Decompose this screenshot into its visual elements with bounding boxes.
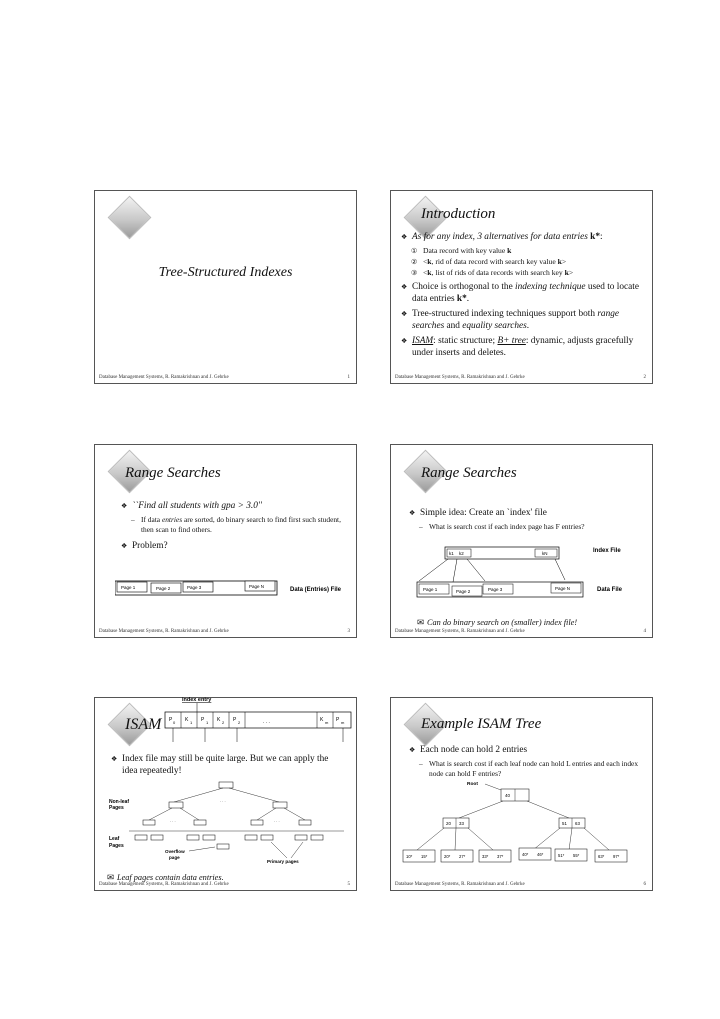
leaf-label: Leaf [109,836,120,842]
bullet-item [111,753,329,777]
note-content: Leaf pages contain data entries. [116,873,224,882]
sub-text: What is search cost if each leaf node can hold L entries and each index node can hold F entries? [429,759,639,778]
primary-label: Primary pages [267,859,299,864]
tree-edge [533,828,560,850]
footer-text: Database Management Systems, R. Ramakrishnan and J. Gehrke [395,882,525,887]
bullet-list [409,507,649,532]
tree-edge [468,828,493,850]
bullet-item [121,500,341,512]
index-node [169,802,183,808]
slide-title: Range Searches [125,465,221,481]
leaf-page [151,835,163,840]
entry-cell: P [336,717,340,723]
key-text: k* [456,294,467,304]
envelope-icon: ✉ [417,618,424,627]
sub-text: are sorted, do binary search to find first such student, then scan to find others. [141,515,341,534]
ellipsis: . . . [170,818,176,823]
numbered-circle-icon: ① [411,247,418,255]
leaf-entry: 27* [459,854,466,859]
index-key: k2 [459,551,464,556]
slide-5 [94,697,357,891]
bullet-text: ``Find all students with gpa > 3.0'' [132,501,262,511]
bullet-item: ❖ Choice is orthogonal to the indexing technique used to locate data entries k*. [401,281,651,305]
footer-text: Database Management Systems, R. Ramakrishnan and J. Gehrke [395,375,525,380]
slide-6 [390,697,653,891]
italic-text: indexing technique [515,282,586,292]
isam-tree-diagram [99,778,349,874]
data-file-diagram [115,577,355,607]
index-node [273,802,287,808]
bullet-text: As for any index, 3 alternatives for data entries [412,232,588,242]
bullet-item: ❖ Tree-structured indexing techniques support both range searches and equality searches. [401,308,651,332]
root-key: 40 [505,793,511,798]
tree-edge [229,788,279,802]
tree-edge [527,801,569,818]
page-label: Page 1 [423,587,438,592]
slide-4 [390,444,653,638]
index-key: 33 [459,821,464,826]
bullet-item [401,335,651,359]
index-file-label: Index File [593,548,621,554]
leaf-entry: 33* [482,854,489,859]
note-text [417,617,577,627]
bullet-item [121,540,341,552]
bullet-list [121,500,341,555]
index-key: 63 [575,821,580,826]
bullet-text: Tree-structured indexing techniques support both [412,309,595,319]
leaf-entry: 97* [613,854,620,859]
entry-cell: P [201,717,205,723]
leaf-entry: 20* [444,854,451,859]
bullet-text: used to locate data entries [412,282,639,304]
bullet-text: Each node can hold 2 entries [420,745,528,755]
pointer-arrow [419,559,448,581]
leaf-page [135,835,147,840]
envelope-icon: ✉ [107,873,114,882]
slide-footer [99,629,350,634]
slide-footer [395,629,646,634]
footer-text: Database Management Systems, R. Ramakrishnan and J. Gehrke [99,629,229,634]
bplus-link-text: B+ tree [497,336,526,346]
footer-text: Database Management Systems, R. Ramakrishnan and J. Gehrke [395,629,525,634]
sub-item [411,246,651,256]
page-number: 2 [643,375,646,380]
tree-edge [180,808,199,820]
entry-sub: m [325,720,329,725]
leaf-entry: 40* [522,852,529,857]
slide-title: ISAM [125,716,162,733]
sub-item [131,515,341,535]
leaf-page [203,835,215,840]
leaf-entry: 55* [573,853,580,858]
page-label: Page 2 [156,586,171,591]
entry-cell: K [185,717,189,723]
bullet-text: : static structure; [433,336,496,346]
entry-cell: P [233,717,237,723]
footer-text: Database Management Systems, R. Ramakrishnan and J. Gehrke [99,375,229,380]
sub-text: , list of rids of data records with search key [431,268,563,277]
bullet-text: Choice is orthogonal to the [412,282,513,292]
italic-text: equality searches [462,321,527,331]
slide-footer [395,882,646,887]
tree-edge [569,828,572,850]
key-text: k [427,268,432,277]
page-label: Page N [249,584,265,589]
leaf-page [295,835,307,840]
tree-edge [149,808,172,820]
isam-link-text: ISAM [412,336,434,346]
bullet-list [111,753,329,780]
overflow-page [217,844,229,849]
tree-edge [584,828,609,850]
page-number: 1 [347,375,350,380]
slide-title: Example ISAM Tree [421,716,542,732]
slide-2 [390,190,653,384]
bullet-text: : dynamic, adjusts gracefully under inserts and deletes. [412,336,634,358]
entry-sub: 1 [190,720,193,725]
leaf-page [311,835,323,840]
leaf-label: Pages [109,843,124,849]
index-entry-diagram [163,690,353,750]
italic-text: entries [161,515,183,524]
ellipsis: . . . [263,719,270,725]
leaf-entry: 63* [598,854,605,859]
page-number: 6 [643,882,646,887]
pointer-arrow [453,559,457,582]
italic-text: range searches [412,309,620,331]
page-number: 4 [643,629,646,634]
page-label: Page 3 [488,587,503,592]
index-node [194,820,206,825]
note-content: Can do binary search on (smaller) index file! [426,618,578,627]
bullet-item: ❖ As for any index, 3 alternatives for data entries k*: [401,231,651,243]
slide-footer [99,375,350,380]
bullet-item [409,507,649,519]
leaf-entry: 37* [497,854,504,859]
label-arrow [291,842,303,858]
note-text [107,872,224,882]
sub-text: Data record with key value [423,246,506,255]
sub-item [419,759,649,779]
entry-sub: 1 [206,720,209,725]
entry-cell: K [217,717,221,723]
entry-sub: 0 [173,720,176,725]
slide-footer [395,375,646,380]
page-number: 3 [347,629,350,634]
sub-item: ② <k, rid of data record with search key value k> [411,257,567,266]
slide-title: Range Searches [421,465,517,481]
page-label: Page 2 [456,589,471,594]
tree-edge [284,808,305,820]
key-text: k* [590,232,600,242]
tree-edge [174,788,223,802]
pointer-arrow [555,559,565,580]
root-arrow [485,784,501,790]
leaf-entry: 10* [406,854,413,859]
leaf-page [261,835,273,840]
leaf-entry: 51* [558,853,565,858]
leaf-page [187,835,199,840]
slide-3 [94,444,357,638]
key-text: k [507,246,512,255]
file-label: Data (Entries) File [290,587,342,593]
bullet-item [409,744,649,756]
sub-item: ③ <k, list of rids of data records with search key k> [411,268,574,277]
bullet-list [409,744,649,779]
key-text: k [564,268,569,277]
page-number: 5 [347,882,350,887]
index-entry-label: index entry [182,697,212,703]
numbered-circle-icon: ② [411,258,418,266]
leaf-page [245,835,257,840]
index-key: 51 [562,821,567,826]
entry-sub: m [341,720,345,725]
overflow-label: page [169,855,180,860]
ellipsis: . . . [220,798,226,803]
data-file-label: Data File [597,587,623,593]
sub-text: What is search cost if each index page has F entries? [429,522,585,531]
bullet-text: Index file may still be quite large. But we can apply the idea repeatedly! [122,754,329,776]
sub-text: , rid of data record with search key value [431,257,556,266]
nonleaf-label: Pages [109,805,124,811]
entry-sub: 2 [222,720,225,725]
page-label: Page 1 [121,585,136,590]
footer-text: Database Management Systems, R. Ramakrishnan and J. Gehrke [99,882,229,887]
tree-edge [417,828,444,850]
index-key: 20 [446,821,451,826]
overflow-label: Overflow [165,849,185,854]
bullet-text: and [446,321,460,331]
page-label: Page N [555,586,571,591]
sub-item [419,522,649,532]
root-label: Root [467,782,478,787]
pointer-arrow [467,559,485,581]
entry-cell: P [169,717,173,723]
index-node [251,820,263,825]
key-text: k [557,257,562,266]
diamond-icon [108,196,152,240]
tree-edge [455,828,456,850]
bullet-text: Problem? [132,541,168,551]
key-text: k [427,257,432,266]
entry-sub: 2 [238,720,241,725]
index-key: k1 [449,551,454,556]
slide-1 [94,190,357,384]
index-key: kN [542,551,548,556]
root-node [219,782,233,788]
nonleaf-label: Non-leaf [109,799,129,805]
bullet-list [401,231,651,362]
label-arrow [271,842,287,858]
isam-example-tree [395,780,651,874]
bullet-text: Simple idea: Create an `index' file [420,508,547,518]
index-node [299,820,311,825]
index-file-diagram [395,541,653,611]
label-arrow [189,847,215,851]
numbered-circle-icon: ③ [411,269,418,277]
page-label: Page 3 [187,585,202,590]
slide-title: Tree-Structured Indexes [158,265,293,280]
slide-title: Introduction [421,206,496,222]
tree-edge [459,801,503,818]
sub-text: If data [141,515,161,524]
ellipsis: . . . [274,818,280,823]
entry-cell: K [320,717,324,723]
slide-footer [99,882,350,887]
leaf-entry: 46* [537,852,544,857]
leaf-entry: 15* [421,854,428,859]
index-node [143,820,155,825]
